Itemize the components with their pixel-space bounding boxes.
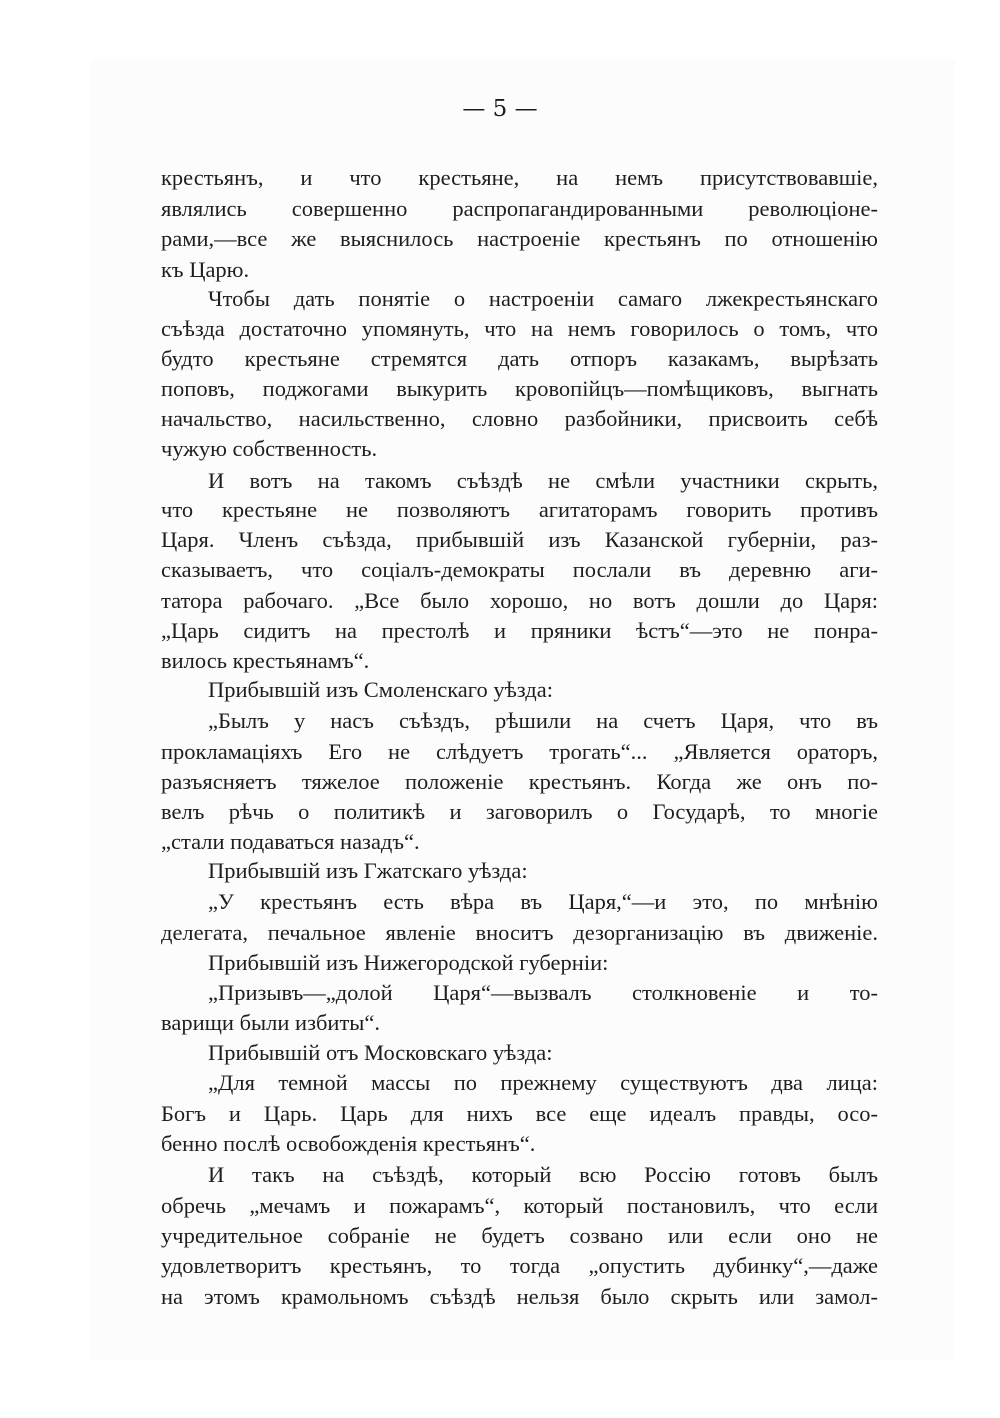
text-line: велъ рѣчь о политикѣ и заговорилъ о Государѣ, то многіе	[161, 799, 878, 824]
text-line: делегата, печальное явленіе вноситъ дезорганизацію въ движеніе.	[161, 920, 878, 945]
text-line: начальство, насильственно, словно разбойники, присвоить себѣ	[161, 406, 878, 431]
text-line: варищи были избиты“.	[161, 1010, 381, 1035]
text-line: вилось крестьянамъ“.	[161, 648, 370, 673]
paragraph-first-line: И вотъ на такомъ съѣздѣ не смѣли участники скрыть,	[208, 468, 878, 493]
text-line: что крестьяне не позволяютъ агитаторамъ говорить противъ	[161, 497, 878, 522]
paragraph-first-line: Прибывшій изъ Нижегородской губерніи:	[208, 950, 609, 975]
text-line: Царя. Членъ съѣзда, прибывшій изъ Казанской губерніи, раз-	[161, 527, 878, 552]
text-line: являлись совершенно распропагандированными революціоне-	[161, 196, 878, 221]
text-line: прокламаціяхъ Его не слѣдуетъ трогать“... „Является ораторъ,	[161, 739, 878, 764]
text-line: „Царь сидитъ на престолѣ и пряники ѣстъ“—это не понра-	[161, 618, 878, 643]
paragraph-first-line: Чтобы дать понятіе о настроеніи самаго лжекрестьянскаго	[208, 286, 878, 311]
text-line: учредительное собраніе не будетъ созвано или если оно не	[161, 1223, 878, 1248]
text-line: татора рабочаго. „Все было хорошо, но вотъ дошли до Царя:	[161, 588, 878, 613]
paragraph-first-line: „У крестьянъ есть вѣра въ Царя,“—и это, по мнѣнію	[208, 889, 878, 914]
text-line: удовлетворитъ крестьянъ, то тогда „опустить дубинку“,—даже	[161, 1253, 878, 1278]
text-line: съѣзда достаточно упомянуть, что на немъ говорилось о томъ, что	[161, 316, 878, 341]
text-line: „стали подаваться назадъ“.	[161, 829, 420, 854]
paragraph-first-line: Прибывшій изъ Гжатскаго уѣзда:	[208, 858, 528, 883]
text-line: крестьянъ, и что крестьяне, на немъ присутствовавшіе,	[161, 165, 878, 190]
page-number: — 5 —	[462, 96, 538, 122]
paragraph-first-line: Прибывшій изъ Смоленскаго уѣзда:	[208, 677, 553, 702]
paragraph-first-line: „Для темной массы по прежнему существуютъ два лица:	[208, 1070, 878, 1095]
text-line: Богъ и Царь. Царь для нихъ все еще идеалъ правды, осо-	[161, 1101, 878, 1126]
text-line: къ Царю.	[161, 257, 250, 282]
text-line: поповъ, поджогами выкурить кровопійцъ—помѣщиковъ, выгнать	[161, 376, 878, 401]
paragraph-first-line: „Призывъ—„долой Царя“—вызвалъ столкновеніе и то-	[208, 980, 878, 1005]
text-line: на этомъ крамольномъ съѣздѣ нельзя было скрыть или замол-	[161, 1284, 878, 1309]
text-line: будто крестьяне стремятся дать отпоръ казакамъ, вырѣзать	[161, 346, 878, 371]
text-line: чужую собственность.	[161, 436, 378, 461]
text-line: обречь „мечамъ и пожарамъ“, который постановилъ, что если	[161, 1193, 878, 1218]
paragraph-first-line: И такъ на съѣздѣ, который всю Россію готовъ былъ	[208, 1162, 878, 1187]
text-line: рами,—все же выяснилось настроеніе крестьянъ по отношенію	[161, 226, 878, 251]
paragraph-first-line: „Былъ у насъ съѣздъ, рѣшили на счетъ Царя, что въ	[208, 708, 878, 733]
text-line: сказываетъ, что соціалъ-демократы послали въ деревню аги-	[161, 557, 878, 582]
paragraph-first-line: Прибывшій отъ Московскаго уѣзда:	[208, 1040, 553, 1065]
text-line: бенно послѣ освобожденія крестьянъ“.	[161, 1131, 536, 1156]
text-line: разъясняетъ тяжелое положеніе крестьянъ. Когда же онъ по-	[161, 769, 878, 794]
